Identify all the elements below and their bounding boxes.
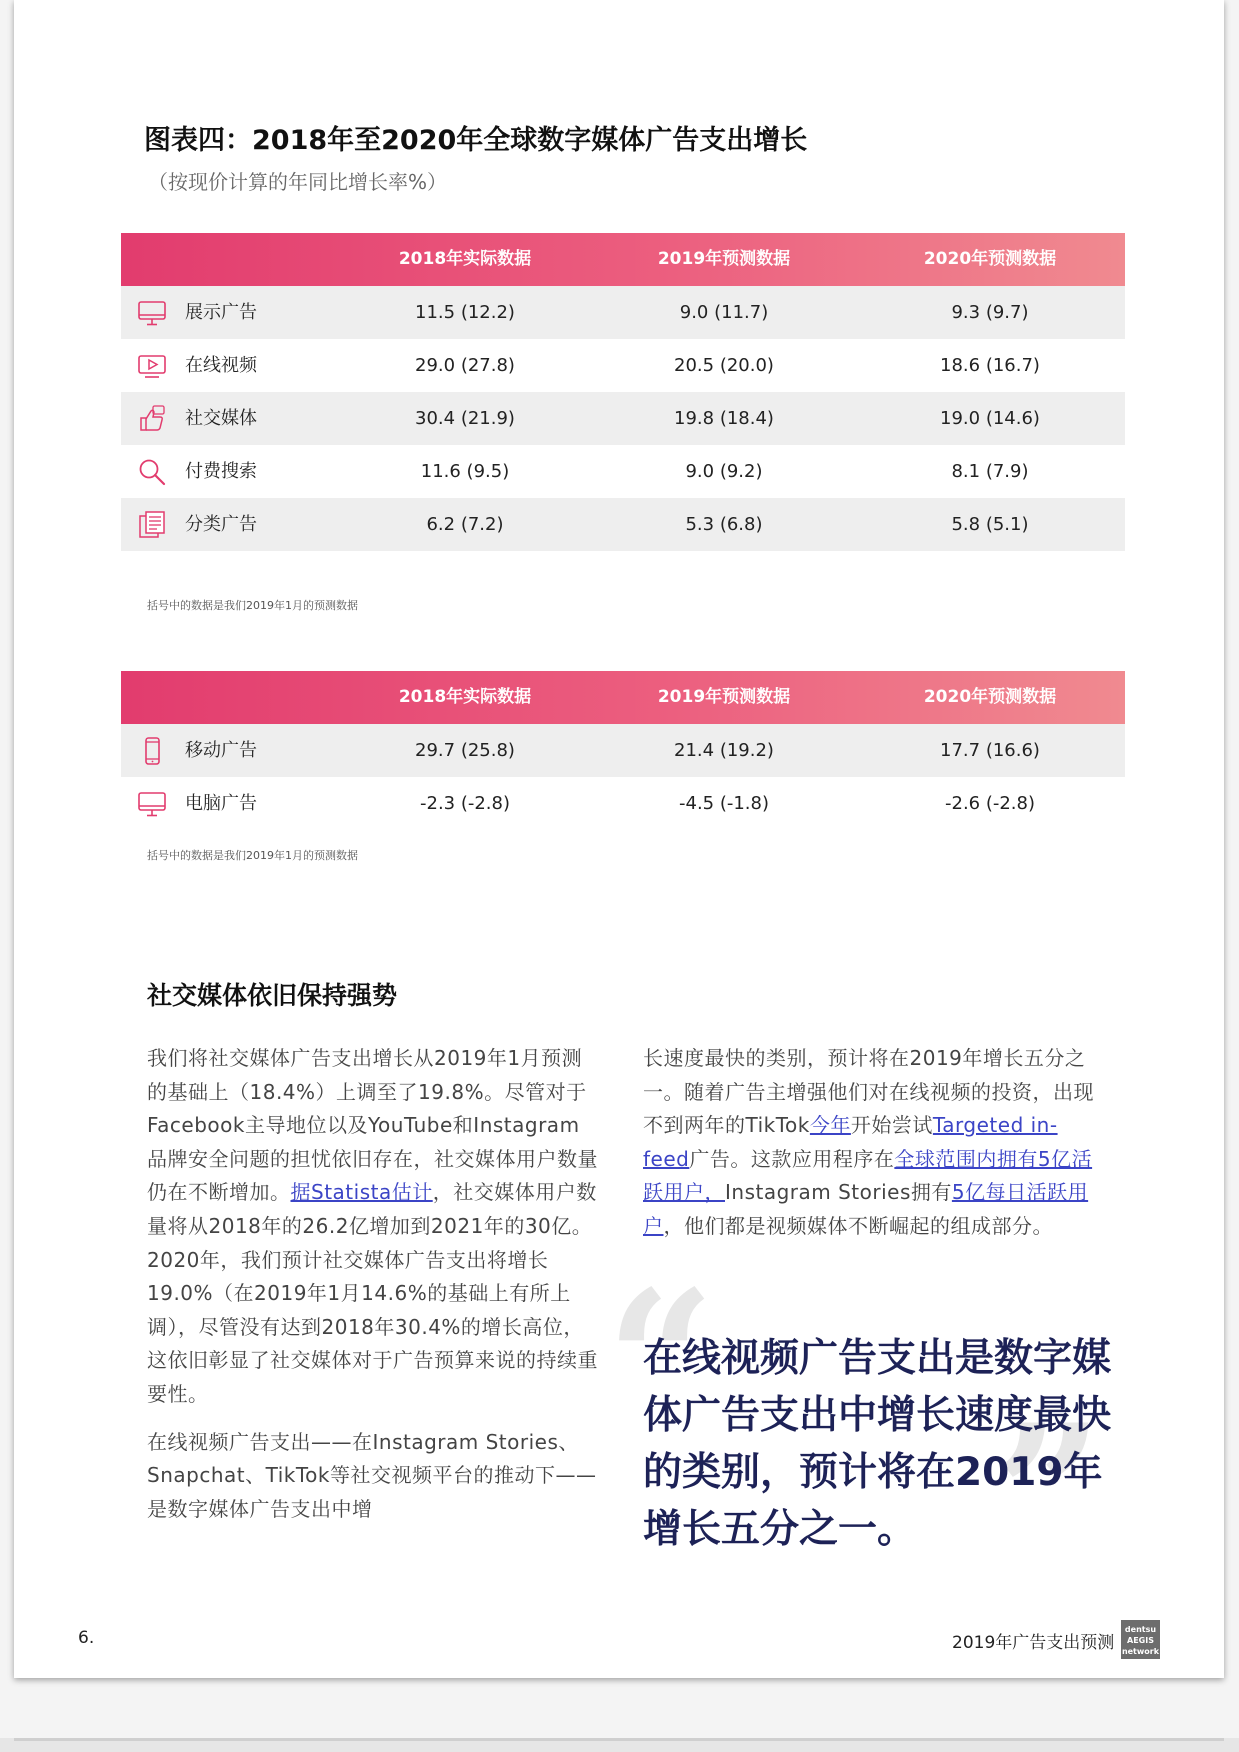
header-2020: 2020年预测数据 bbox=[923, 687, 1057, 707]
header-2020: 2020年预测数据 bbox=[923, 249, 1057, 269]
cell-2020: 17.7 (16.6) bbox=[940, 740, 1040, 761]
mobile-phone-icon bbox=[137, 736, 167, 766]
table-header bbox=[121, 671, 1125, 724]
next-page-edge bbox=[0, 1738, 1239, 1752]
chart-subtitle: （按现价计算的年同比增长率%） bbox=[148, 170, 448, 194]
header-2018: 2018年实际数据 bbox=[398, 687, 532, 707]
video-play-icon bbox=[137, 351, 167, 381]
cell-2018: 29.0 (27.8) bbox=[415, 355, 515, 376]
header-2019: 2019年预测数据 bbox=[657, 687, 791, 707]
row-label: 付费搜索 bbox=[185, 461, 257, 482]
section-heading: 社交媒体依旧保持强势 bbox=[147, 981, 398, 1010]
monitor-icon bbox=[137, 298, 167, 328]
table-row bbox=[121, 392, 1125, 445]
body-column-right bbox=[643, 1042, 1095, 1244]
dentsu-aegis-logo bbox=[1121, 1620, 1160, 1659]
header-2019: 2019年预测数据 bbox=[657, 249, 791, 269]
close-quote-mark: ” bbox=[994, 1383, 1104, 1606]
cell-2020: 5.8 (5.1) bbox=[951, 514, 1029, 535]
cell-2018: 30.4 (21.9) bbox=[415, 408, 515, 429]
table-row bbox=[121, 498, 1125, 551]
body-text: ，社交媒体用户数量将从2018年的26.2亿增加到2021年的30亿。2020年，我们预计社交媒体广告支出将增长19.0%（在2019年1月14.6%的基础上有所上调），尽管没有达到2018年30.4%的增长高位，这依旧彰显了社交媒体对于广告预算来说的持续重要性。 bbox=[147, 1180, 598, 1406]
body-paragraph bbox=[147, 1042, 599, 1412]
newspaper-icon bbox=[137, 510, 167, 540]
cell-2018: 29.7 (25.8) bbox=[415, 740, 515, 761]
body-text: 长速度最快的类别，预计将在2019年增长五分之一。随着广告主增强他们对在线视频的投资，出现不到两年的TikTok bbox=[643, 1046, 1094, 1138]
body-paragraph bbox=[643, 1042, 1095, 1244]
cell-2018: 11.6 (9.5) bbox=[420, 461, 510, 482]
cell-2020: 19.0 (14.6) bbox=[940, 408, 1040, 429]
search-icon bbox=[137, 457, 167, 487]
targeted-infeed-link[interactable]: Targeted in-feed bbox=[643, 1113, 1058, 1171]
social-thumbs-icon bbox=[137, 404, 167, 434]
table-footnote: 括号中的数据是我们2019年1月的预测数据 bbox=[147, 849, 358, 862]
pull-quote: 在线视频广告支出是数字媒体广告支出中增长速度最快的类别，预计将在2019年增长五分之一。 bbox=[643, 1336, 1112, 1552]
growth-table-by-device bbox=[121, 671, 1125, 830]
footer-doc-title: 2019年广告支出预测 bbox=[952, 1633, 1115, 1653]
row-label: 电脑广告 bbox=[185, 793, 257, 814]
body-column-left bbox=[147, 1042, 599, 1526]
cell-2019: -4.5 (-1.8) bbox=[678, 793, 770, 814]
cell-2019: 5.3 (6.8) bbox=[685, 514, 763, 535]
body-text: 广告。这款应用程序在 bbox=[689, 1146, 895, 1171]
cell-2020: -2.6 (-2.8) bbox=[944, 793, 1036, 814]
cell-2020: 9.3 (9.7) bbox=[951, 302, 1029, 323]
cell-2019: 20.5 (20.0) bbox=[674, 355, 774, 376]
row-label: 社交媒体 bbox=[185, 408, 257, 429]
header-2018: 2018年实际数据 bbox=[398, 249, 532, 269]
row-label: 在线视频 bbox=[185, 355, 257, 376]
growth-table-by-format bbox=[121, 233, 1125, 551]
table-row bbox=[121, 777, 1125, 830]
body-text: 我们将社交媒体广告支出增长从2019年1月预测的基础上（18.4%）上调至了19.8%。尽管对于Facebook主导地位以及YouTube和Instagram品牌安全问题的担忧依旧存在，社交媒体用户数量仍在不断增加。 bbox=[147, 1046, 598, 1205]
row-label: 移动广告 bbox=[185, 740, 257, 761]
cell-2018: -2.3 (-2.8) bbox=[419, 793, 511, 814]
desktop-computer-icon bbox=[137, 789, 167, 819]
logo-text: dentsu bbox=[1124, 1625, 1157, 1634]
cell-2020: 18.6 (16.7) bbox=[940, 355, 1040, 376]
body-paragraph: 在线视频广告支出——在Instagram Stories、Snapchat、TikTok等社交视频平台的推动下——是数字媒体广告支出中增 bbox=[147, 1429, 597, 1521]
table-row bbox=[121, 286, 1125, 339]
logo-text: network bbox=[1121, 1647, 1160, 1656]
table-row bbox=[121, 724, 1125, 777]
body-text: 开始尝试 bbox=[850, 1113, 933, 1138]
cell-2018: 6.2 (7.2) bbox=[426, 514, 504, 535]
body-text: ，他们都是视频媒体不断崛起的组成部分。 bbox=[663, 1213, 1053, 1238]
cell-2020: 8.1 (7.9) bbox=[951, 461, 1029, 482]
cell-2019: 9.0 (11.7) bbox=[679, 302, 769, 323]
table-row bbox=[121, 445, 1125, 498]
statista-link[interactable]: 据Statista估计 bbox=[290, 1180, 433, 1205]
logo-text: AEGIS bbox=[1127, 1636, 1154, 1645]
row-label: 分类广告 bbox=[185, 514, 257, 535]
table-footnote: 括号中的数据是我们2019年1月的预测数据 bbox=[147, 599, 358, 612]
table-header bbox=[121, 233, 1125, 286]
row-label: 展示广告 bbox=[185, 302, 257, 323]
chart-title: 图表四：2018年至2020年全球数字媒体广告支出增长 bbox=[144, 125, 808, 156]
body-text: Instagram Stories拥有 bbox=[725, 1180, 952, 1205]
global-users-link[interactable]: 全球范围内拥有5亿活跃用户， bbox=[643, 1146, 1093, 1205]
this-year-link[interactable]: 今年 bbox=[809, 1113, 851, 1138]
table-row bbox=[121, 339, 1125, 392]
daily-users-link[interactable]: 5亿每日活跃用户 bbox=[643, 1180, 1089, 1238]
cell-2019: 21.4 (19.2) bbox=[674, 740, 774, 761]
page-number: 6. bbox=[78, 1628, 95, 1648]
cell-2018: 11.5 (12.2) bbox=[415, 302, 515, 323]
open-quote-mark: “ bbox=[606, 1249, 716, 1472]
cell-2019: 19.8 (18.4) bbox=[674, 408, 774, 429]
cell-2019: 9.0 (9.2) bbox=[685, 461, 763, 482]
